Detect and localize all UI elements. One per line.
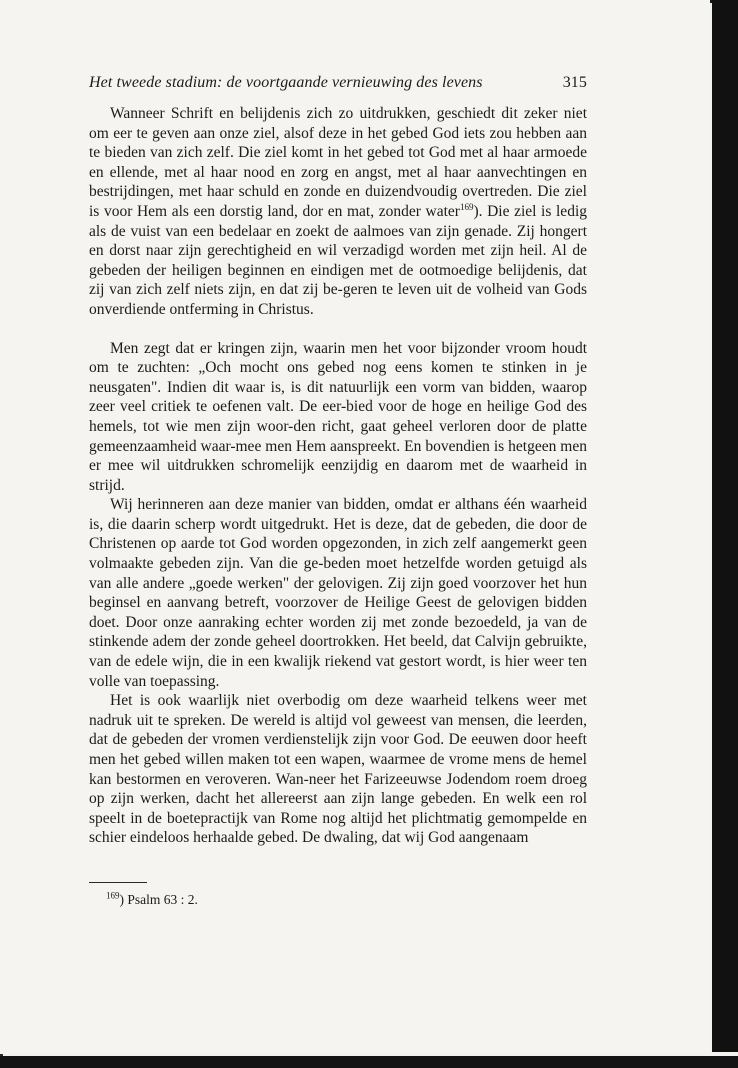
paragraph-4: Het is ook waarlijk niet overbodig om deze waarheid telkens weer met nadruk uit te spreken. De wereld is altijd vol geweest van mensen, die leerden, dat de gebeden der vromen verdienstelijk zijn voor God. De eeuwen door heeft men het gebed willen maken tot een wapen, waarmee de vrome mens de hemel kan bestormen en veroveren. Wan-neer het Farizeeuwse Jodendom roem droeg op zijn werken, dacht het allereerst aan zijn lange gebeden. En welk een rol speelt in de boetepractijk van Rome nog altijd het plichtmatig gemompelde en schier eindeloos herhaalde gebed. De dwaling, dat wij God aangenaam <box>89 692 587 847</box>
footnote <box>106 892 198 908</box>
footnote-text: ) Psalm 63 : 2. <box>119 892 198 907</box>
paragraph-2: Men zegt dat er kringen zijn, waarin men het voor bijzonder vroom houdt om te zuchten: „Och mocht ons gebed nog eens komen te stinken in je neusgaten". Indien dit waar is, is dit natuurlijk een vorm van bidden, waarop zeer veel critiek te oefenen valt. De eer-bied voor de hoge en heilige God des hemels, tot wie men zijn woor-den richt, gaat geheel verloren door de platte gemeenzaamheid waar-mee men Hem aanspreekt. En bovendien is hetgeen men er mee wil uitdrukken schromelijk eenzijdig en daarom met de waarheid in strijd. <box>89 339 587 494</box>
paragraph-3: Wij herinneren aan deze manier van bidden, omdat er althans één waarheid is, die daarin scherp wordt uitgedrukt. Het is deze, dat de gebeden, die door de Christenen op aarde tot God worden opgezonden, in zich zelf aangemerkt geen volmaakte gebeden zijn. Van die ge-beden moet hetzelfde worden getuigd als van alle andere „goede werken" der gelovigen. Zij zijn goed voorzover het hun beginsel en aanvang betreft, voorzover de Heilige Geest de gelovigen bidden doet. Door onze aanraking echter worden zij met zonde bezoedeld, ja van de stinkende adem der zonde geheel doortrokken. Het beeld, dat Calvijn gebruikte, van de edele wijn, die in een kwalijk riekend vat gestort wordt, is hier weer ten volle van toepassing. <box>89 496 587 690</box>
footnote-number: 169 <box>106 890 120 901</box>
paragraph-1-part-b: ). Die ziel is ledig als de vuist van een bedelaar en zoekt de aalmoes van zijn genade. Zij hongert en dorst naar zijn gerechtigheid en wil verzadigd worden met zijn heil. Al de gebeden der heiligen beginnen en eindigen met de ootmoedige belijdenis, dat zij van zich zelf niets zijn, en dat zij be-geren te leven uit de volheid van Gods onverdiende ontferming in Christus. <box>89 202 587 318</box>
page-number: 315 <box>562 74 587 91</box>
scan-edge-right <box>712 0 738 1052</box>
paragraph-1 <box>89 104 587 320</box>
running-title: Het tweede stadium: de voortgaande vernieuwing des levens <box>89 74 483 91</box>
footnote-divider <box>89 882 147 883</box>
paragraph-1-part-a: Wanneer Schrift en belijdenis zich zo uitdrukken, geschiedt dit zeker niet om eer te geven aan onze ziel, alsof deze in het gebed God iets zou hebben aan te bieden van zich zelf. Die ziel komt in het gebed tot God met al haar armoede en ellende, met al haar nood en zorg en angst, met al haar aanvechtingen en bestrijdingen, met haar schuld en zonde en duizendvoudig overtreden. Die ziel is voor Hem als een dorstig land, dor en mat, zonder water <box>89 105 587 220</box>
footnote-reference[interactable]: 169 <box>459 201 474 212</box>
scan-edge-bottom <box>0 1056 738 1068</box>
body-text <box>89 104 587 848</box>
